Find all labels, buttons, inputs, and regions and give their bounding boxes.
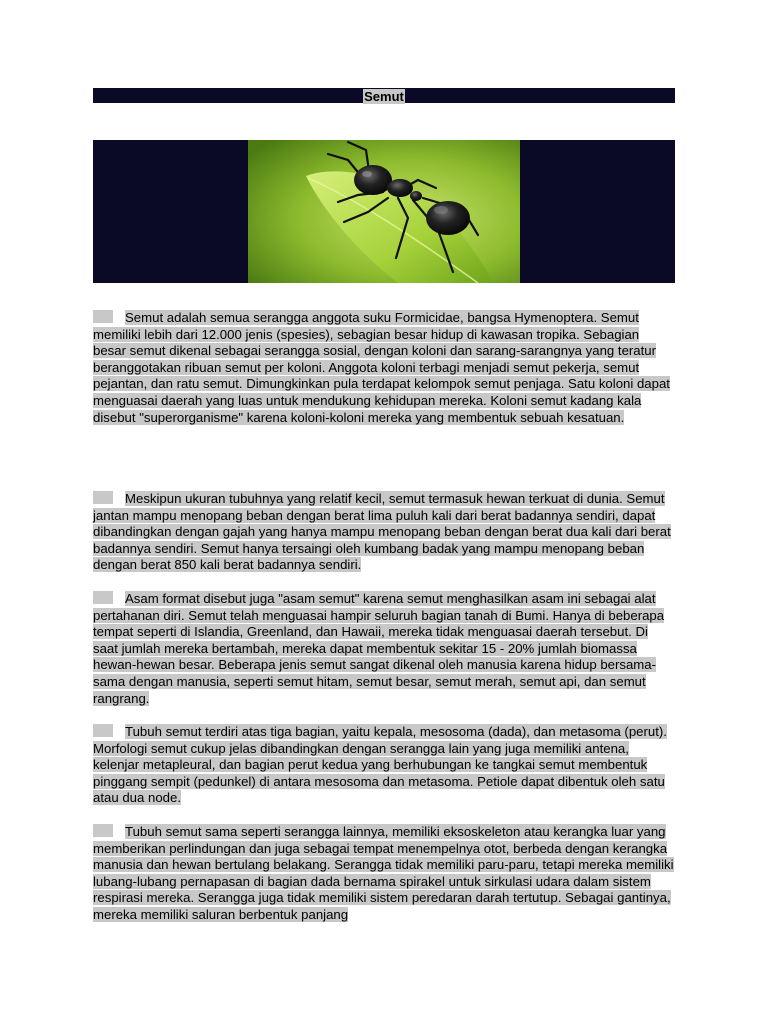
paragraph-4 bbox=[93, 724, 675, 807]
indent-marker bbox=[93, 491, 113, 504]
image-band bbox=[93, 140, 675, 283]
paragraph-3-text: Asam format disebut juga "asam semut" karena semut menghasilkan asam ini sebagai alat pertahanan diri. Semut telah menguasai hampir seluruh bagian tanah di Bumi. Hanya di beberapa tempat seperti di Islandia, Greenland, dan Hawaii, mereka tidak menguasai daerah tersebut. Di saat jumlah mereka bertambah, mereka dapat membentuk sekitar 15 - 20% jumlah biomassa hewan-hewan besar. Beberapa jenis semut sangat dikenal oleh manusia karena hidup bersama-sama dengan manusia, seperti semut hitam, semut besar, semut merah, semut api, dan semut rangrang. bbox=[93, 591, 665, 706]
indent-marker bbox=[93, 824, 113, 837]
paragraph-1-text: Semut adalah semua serangga anggota suku Formicidae, bangsa Hymenoptera. Semut memiliki lebih dari 12.000 jenis (spesies), sebagian besar hidup di kawasan tropika. Sebagian besar semut dikenal sebagai serangga sosial, dengan koloni dan sarang-sarangnya yang teratur beranggotakan ribuan semut per koloni. Anggota koloni terbagi menjadi semut pekerja, semut pejantan, dan ratu semut. Dimungkinkan pula terdapat kelompok semut penjaga. Satu koloni dapat menguasai daerah yang luas untuk mendukung kehidupan mereka. Koloni semut kadang kala disebut "superorganisme" karena koloni-koloni mereka yang membentuk sebuah kesatuan. bbox=[93, 310, 670, 425]
paragraph-5 bbox=[93, 824, 675, 924]
paragraph-4-text: Tubuh semut terdiri atas tiga bagian, yaitu kepala, mesosoma (dada), dan metasoma (perut). Morfologi semut cukup jelas dibandingkan dengan serangga lain yang juga memiliki antena, kelenjar metapleural, dan bagian perut kedua yang berhubungan ke tangkai semut membentuk pinggang sempit (pedunkel) di antara mesosoma dan metasoma. Petiole dapat dibentuk oleh satu atau dua node. bbox=[93, 724, 667, 806]
paragraph-1 bbox=[93, 310, 675, 426]
paragraph-2 bbox=[93, 491, 675, 574]
indent-marker bbox=[93, 310, 113, 323]
indent-marker bbox=[93, 591, 113, 604]
ant-on-leaf-photo bbox=[248, 140, 520, 283]
paragraph-5-text: Tubuh semut sama seperti serangga lainnya, memiliki eksoskeleton atau kerangka luar yang memberikan perlindungan dan juga sebagai tempat menempelnya otot, berbeda dengan kerangka manusia dan hewan bertulang belakang. Serangga tidak memiliki paru-paru, tetapi mereka memiliki lubang-lubang pernapasan di bagian dada bernama spirakel untuk sirkulasi udara dalam sistem respirasi mereka. Serangga juga tidak memiliki sistem peredaran darah tertutup. Sebagai gantinya, mereka memiliki saluran berbentuk panjang bbox=[93, 824, 674, 922]
document-title: Semut bbox=[364, 89, 404, 104]
paragraph-2-text: Meskipun ukuran tubuhnya yang relatif kecil, semut termasuk hewan terkuat di dunia. Semut jantan mampu menopang beban dengan berat lima puluh kali dari berat badannya sendiri, dapat dibandingkan dengan gajah yang hanya mampu menopang beban dengan berat dua kali dari berat badannya sendiri. Semut hanya tersaingi oleh kumbang badak yang mampu menopang beban dengan berat 850 kali berat badannya sendiri. bbox=[93, 491, 671, 573]
paragraph-3 bbox=[93, 591, 675, 707]
title-bar bbox=[93, 88, 675, 103]
indent-marker bbox=[93, 724, 113, 737]
